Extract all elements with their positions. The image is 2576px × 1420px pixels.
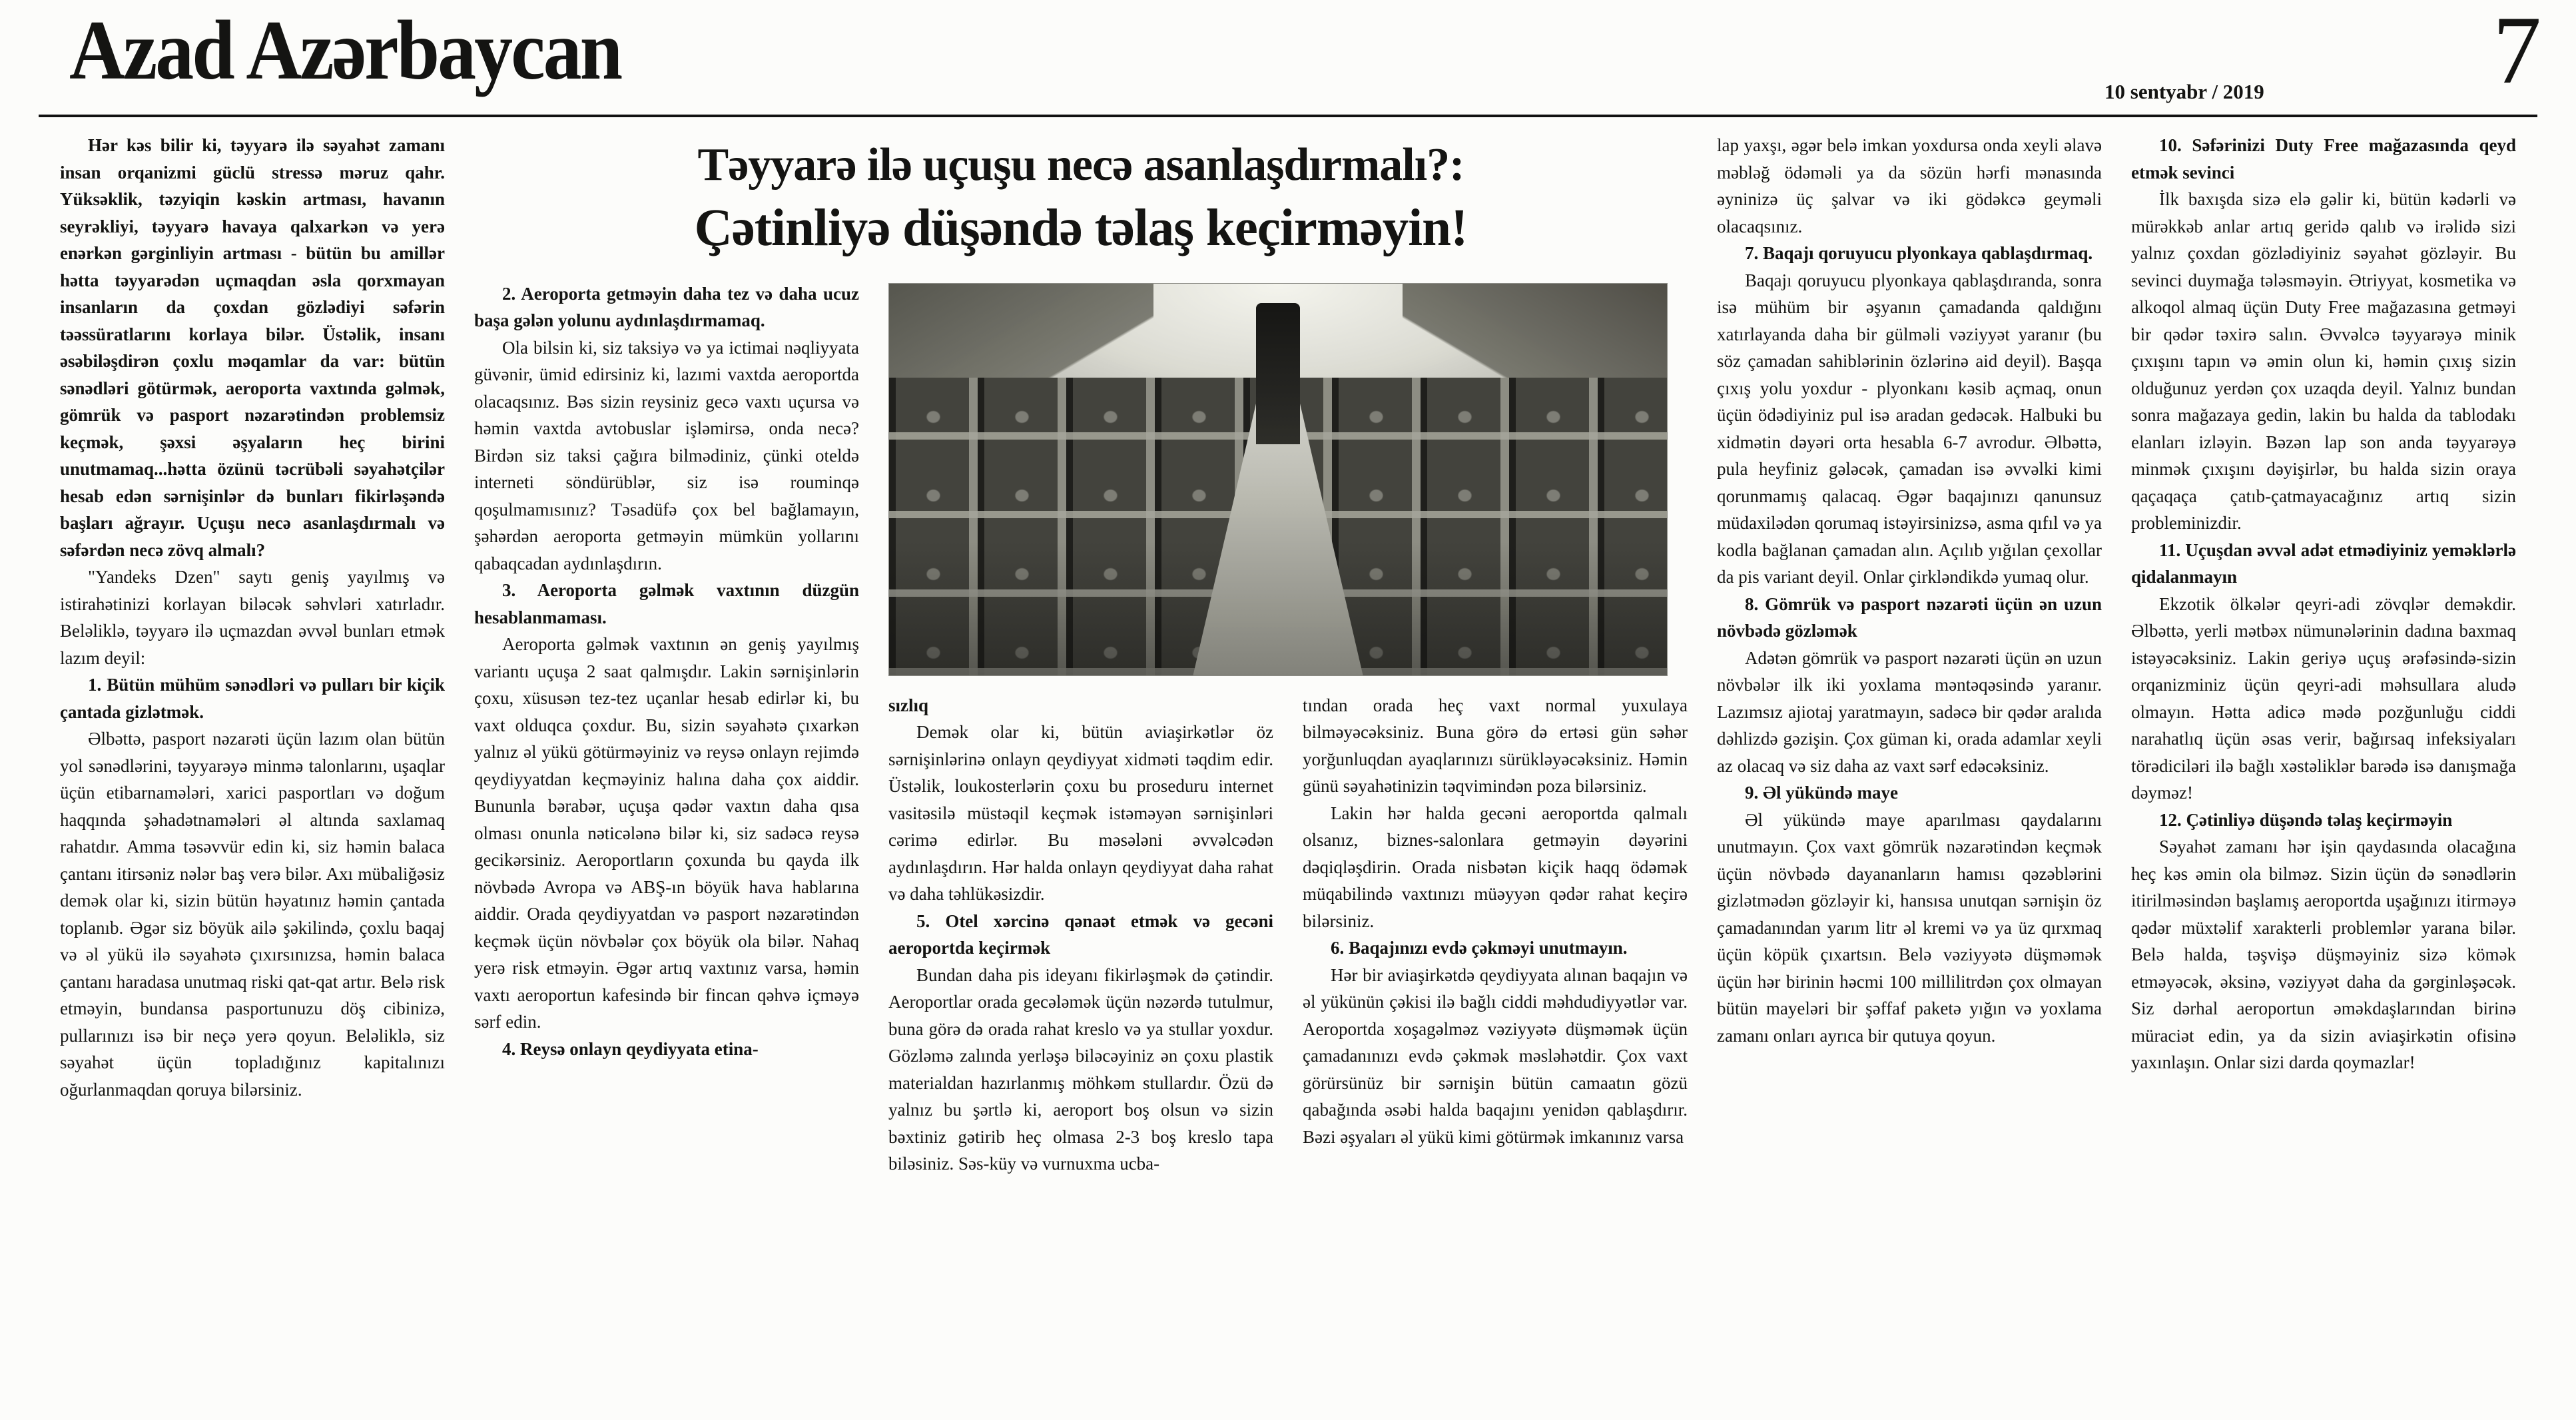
- section-heading-10: 10. Səfərinizi Duty Free mağazasında qeyd etmək sevinci: [2131, 135, 2516, 182]
- section-heading-5: 5. Otel xərcinə qənaət etmək və gecəni aeroportda keçirmək: [888, 910, 1273, 958]
- masthead: [0, 0, 2576, 115]
- column-2: [474, 280, 859, 1405]
- article-paragraph: Ola bilsin ki, siz taksiyə və ya ictimai nəqliyyata güvənir, ümid edirsiniz ki, lazımi vaxtda aeroportda olacaqsınız. Bəs sizin reysiniz gecə vaxtı uçursa və həmin vaxtda avtobuslar işləmirsə, onda necə? Birdən siz taksi çağıra bilmədiniz, çünki oteldə interneti söndürüblər, siz isə rouminqə qoşulmamısınız? Təsadüfə çox bel bağlamayın, şəhərdən aeroporta getməyin mümkün yollarını qabaqcadan aydınlaşdırın.: [474, 337, 859, 573]
- article-paragraph: Ekzotik ölkələr qeyri-adi zövqlər deməkdir. Əlbəttə, yerli mətbəx nümunələrinin dadına baxmaq istəyəcəksiniz. Lakin geriyə uçuş ərəfəsində-sizin orqanizminiz üçün qeyri-adi məhsullara aludə olmayın. Hətta adicə mədə pozğunluğu ciddi narahatlıq üçün əsas verir, bağırsaq infeksiyaları törədiciləri ilə bağlı xəstəliklər barədə isə danışmağa dəyməz!: [2131, 593, 2516, 803]
- article-paragraph: Əl yükündə maye aparılması qaydalarını unutmayın. Çox vaxt gömrük nəzarətindən keçmək üçün növbədə dayananların hamısı qəzəblərini gizlətmədən gözləyir ki, hansısa unutqan sərnişin öz çamadanından yarım litr əl kremi və ya üz qırxmaq üçün köpük çıxartsın. Belə vəziyyətə düşməmək üçün hər birinin həcmi 100 millilitrdən çox olmayan bütün mayeləri bir şəffaf paketə yığın və yoxlama zamanı onları ayrıca bir qutuya qoyun.: [1717, 809, 2102, 1046]
- column-3: [888, 692, 1273, 1405]
- section-heading-9: 9. Əl yükündə maye: [1745, 783, 1898, 803]
- column-4: [1303, 692, 1688, 1405]
- article-lead-paragraph: Hər kəs bilir ki, təyyarə ilə səyahət zamanı insan orqanizmi güclü stressə məruz qahr. Yüksəklik, təzyiqin kəskin artması, havanın seyrəkliyi, təyyarə havaya qalxarkən və yerə enərkən gərginliyin artması - bütün bu amillər hətta təyyarədən uçmaqdan əsla qorxmayan insanların da çoxdan gözlədiyi səfərin təəssüratlarını korlaya bilər. Üstəlik, insanı əsəbiləşdirən çoxlu məqamlar da var: bütün sənədləri götürmək, aeroporta vaxtında gəlmək, gömrük və pasport nəzarətindən problemsiz keçmək, şəxsi əşyaların heç birini unutmamaq...hətta özünü təcrübəli səyahətçilər hesab edən sərnişinlər də bunları fikirləşəndə başları ağrayır. Uçuşu necə asanlaşdırmalı və səfərdən necə zövq almalı?: [60, 135, 445, 560]
- article-paragraph: Hər bir aviaşirkətdə qeydiyyata alınan baqajın və əl yükünün çəkisi ilə bağlı ciddi məhdudiyyətlər var. Aeroportda xoşagəlməz vəziyyətə düşməmək üçün çamadanınızı evdə çəkmək məsləhətdir. Çox vaxt görürsünüz bir sərnişin bütün camaatın gözü qabağında əsəbi halda baqajını yenidən qablaşdırır. Bəzi əşyaları əl yükü kimi götürmək imkanınız varsa: [1303, 964, 1688, 1147]
- article-paragraph: "Yandeks Dzen" saytı geniş yayılmış və istirahətinizi korlayan biləcək səhvləri xatırladır. Beləliklə, təyyarə ilə uçmazdan əvvəl bunları etmək lazım deyil:: [60, 567, 445, 668]
- headline-line-2: Çətinliyə düşəndə təlaş keçirməyin!: [694, 199, 1468, 258]
- article-paragraph: Aeroporta gəlmək vaxtının ən geniş yayılmış variantı uçuşa 2 saat qalmışdır. Lakin sərnişinlərin çoxu, xüsusən tez-tez uçanlar hesab edirlər ki, bu vaxt olduqca çoxdur. Bu, sizin səyahətə çıxarkən yalnız əl yükü götürməyiniz və reysə onlayn rejimdə qeydiyyatdan keçməyiniz halına daha çox aiddir. Bununla bərabər, uçuşa qədər vaxtın daha qısa olması onunla nəticələnə bilər ki, siz sadəcə reysə gecikərsiniz. Aeroportların çoxunda bu qayda ilk növbədə Avropa və ABŞ-ın böyük hava hablarına aiddir. Orada qeydiyyatdan və pasport nəzarətindən keçmək üçün növbələr çox böyük ola bilər. Nahaq yerə risk etməyin. Əgər artıq vaxtınız varsa, həmin vaxtı aeroportun kafesində bir fincan qəhvə içməyə sərf edin.: [474, 634, 859, 1032]
- section-heading-4-continuation: sızlıq: [888, 695, 929, 715]
- cabin-photo: [888, 283, 1668, 676]
- article-body: [0, 117, 2576, 1405]
- article-headline: [474, 136, 1688, 263]
- section-heading-3: 3. Aeroporta gəlmək vaxtının düzgün hesablanmaması.: [474, 580, 859, 627]
- article-paragraph: Səyahət zamanı hər işin qaydasında olacağına heç kəs əmin ola bilməz. Sizin üçün də sənədlərin itirilməsindən başlamış aeroportda uşağınızı itirməyə qədər müxtəlif xarakterli problemlər yarana bilər. Belə halda, təşvişə düşməyiniz sizə kömək etməyəcək, əksinə, vəziyyət daha da gərginləşəcək. Siz dərhal aeroportun əməkdaşlarından birinə müraciət edin, ya da sizin aviaşirkətin ofisinə yaxınlaşın. Onlar sizi darda qoymazlar!: [2131, 837, 2516, 1072]
- page-number: 7: [2493, 0, 2541, 104]
- article-paragraph: Əlbəttə, pasport nəzarəti üçün lazım olan bütün yol sənədlərini, təyyarəyə minmə talonlarını, uşaqlar üçün etibarnamələri, xarici pasportları və doğum haqqında şəhadətnamələri əl altında saxlamaq rahatdır. Amma təsəvvür edin ki, siz həmin balaca çantanı itirsəniz nələr baş verə bilər. Axı mübaliğəsiz demək olar ki, sizin bütün həyatınız həmin çantada toplanıb. Əgər siz böyük ailə şəkilində, çoxlu baqaj və əl yükü ilə səyahətə çıxırsınızsa, həmin balaca çantanı haradasa unutmaq riski qat-qat artır. Belə risk etməyin, bundansa pasportunuzu döş cibinizə, pullarınızı isə bir neçə yerə qoyun. Beləliklə, siz səyahət üçün topladığınız kapitalınızı oğurlanmaqdan qoruya bilərsiniz.: [60, 729, 445, 1100]
- column-6: [2131, 132, 2516, 1405]
- article-paragraph: Lakin hər halda gecəni aeroportda qalmalı olsanız, biznes-salonlara getməyin dəyərini dəqiqləşdirin. Orada nisbətən kiçik haqq ödəmək müqabilində vaxtınızı müəyyən qədər rahat keçirə bilərsiniz.: [1303, 803, 1688, 931]
- mid-columns-row: [474, 280, 1688, 1405]
- photo-and-text-zone: [888, 280, 1688, 1405]
- section-heading-8: 8. Gömrük və pasport nəzarəti üçün ən uzun növbədə gözləmək: [1717, 593, 2102, 641]
- headline-and-photo-zone: [474, 132, 1688, 1405]
- section-heading-2: 2. Aeroporta getməyin daha tez və daha ucuz başa gələn yolunu aydınlaşdırmamaq.: [474, 283, 859, 331]
- article-paragraph: Baqajı qoruyucu plyonkaya qablaşdıranda, sonra isə mühüm bir əşyanın çamadanda qaldığını xatırlayanda daha bir gülməli vəziyyət yaranır (bu söz çamadan sahiblərinin özlərinə aid deyil). Başqa çıxış yolu yoxdur - plyonkanı kəsib açmaq, onun üçün ödədiyiniz pul isə aradan gedəcək. Halbuki bu xidmətin dəyəri orta hesabla 6-7 avrodur. Əlbəttə, pula heyfiniz gələcək, çamadan isə əvvəlki kimi qorunmamış qalacaq. Əgər baqajınızı qanunsuz müdaxilədən qorumaq istəyirsinizsə, asma qıfıl və ya kodla bağlanan çamadan alın. Açılıb yığılan çexollar da pis variant deyil. Onlar çirkləndikdə yumaq olur.: [1717, 270, 2102, 587]
- article-paragraph-continuation: tından orada heç vaxt normal yuxulaya bilməyəcəksiniz. Buna görə də ertəsi gün səhər yorğunluqdan ayaqlarınızı sürükləyəcəksiniz. Həmin günü səyahətinizin təqvimindən poza bilərsiniz.: [1303, 695, 1688, 797]
- aisle-figure: [1256, 303, 1299, 444]
- section-heading-11: 11. Uçuşdan əvvəl adət etmədiyiniz yeməklərlə qidalanmayın: [2131, 539, 2516, 587]
- column-5: [1717, 132, 2102, 1405]
- article-paragraph: Bundan daha pis ideyanı fikirləşmək də çətindir. Aeroportlar orada gecələmək üçün nəzərdə tutulmur, buna görə də orada rahat kreslo və ya stullar yoxdur. Gözləmə zalında yerləşə biləcəyiniz ən çoxu plastik materialdan hazırlanmış möhkəm stullardır. Özü də yalnız bu şərtlə ki, aeroport boş olsun və sizin bəxtiniz gətirib heç olmasa 2-3 boş kreslo tapa biləsiniz. Səs-küy və vurnuxma ucba-: [888, 964, 1273, 1174]
- article-paragraph-continuation: lap yaxşı, əgər belə imkan yoxdursa onda xeyli əlavə məbləğ ödəməli ya da sözün hərfi mənasında əyninizə üç şalvar və iki gödəkcə geyməli olacaqsınız.: [1717, 135, 2102, 236]
- headline-line-1: Təyyarə ilə uçuşu necə asanlaşdırmalı?:: [697, 139, 1464, 190]
- section-heading-7: 7. Baqajı qoruyucu plyonkaya qablaşdırmaq.: [1745, 243, 2093, 263]
- newspaper-title: Azad Azərbaycan: [69, 3, 621, 98]
- article-paragraph: İlk baxışda sizə elə gəlir ki, bütün kədərli və mürəkkəb anlar artıq geridə qalıb və irəlidə sizi yalnız çoxdan gözlədiyiniz səyahət gözləyir. Bu sevinci duymağa tələsməyin. Ətriyyat, kosmetika və alkoqol almaq üçün Duty Free mağazasına getməyi bir qədər təxirə salın. Əvvəlcə təyyarəyə minik çıxışını tapın və əmin olun ki, həmin çıxış sizin olduğunuz yerdən çox uzaqda deyil. Yalnız bundan sonra mağazaya gedin, lakin bu halda da tablodakı elanları izləyin. Bəzən lap son anda təyyarəyə minmək çıxışını dəyişirlər, bu halda sizin oraya qaçaqaça çatıb-çatmayacağınız artıq sizin probleminizdir.: [2131, 189, 2516, 533]
- issue-date: 10 sentyabr / 2019: [2104, 80, 2264, 103]
- section-heading-12: 12. Çətinliyə düşəndə təlaş keçirməyin: [2159, 809, 2453, 830]
- below-photo-columns: [888, 692, 1688, 1405]
- section-heading-6: 6. Baqajınızı evdə çəkməyi unutmayın.: [1331, 938, 1628, 958]
- column-1: [60, 132, 445, 1405]
- section-heading-1: 1. Bütün mühüm sənədləri və pulları bir kiçik çantada gizlətmək.: [60, 675, 445, 722]
- section-heading-4: 4. Reysə onlayn qeydiyyata etina-: [502, 1038, 759, 1059]
- article-paragraph: Adətən gömrük və pasport nəzarəti üçün ən uzun növbələr ilk iki yoxlama məntəqəsində yaranır. Lazımsız ajiotaj yaratmayın, sadəcə bir qədər aralıda dəhlizdə gəzişin. Çox güman ki, orada adamlar xeyli az olacaq və siz daha az vaxt sərf edəcəksiniz.: [1717, 647, 2102, 776]
- article-paragraph: Demək olar ki, bütün aviaşirkətlər öz sərnişinlərinə onlayn qeydiyyat xidməti təqdim edir. Üstəlik, loukosterlərin çoxu bu proseduru internet vasitəsilə müstəqil keçmək istəməyən sərnişinləri cərimə edirlər. Bu məsələni əvvəlcədən aydınlaşdırın. Hər halda onlayn qeydiyyat daha rahat və daha təhlükəsizdir.: [888, 722, 1273, 904]
